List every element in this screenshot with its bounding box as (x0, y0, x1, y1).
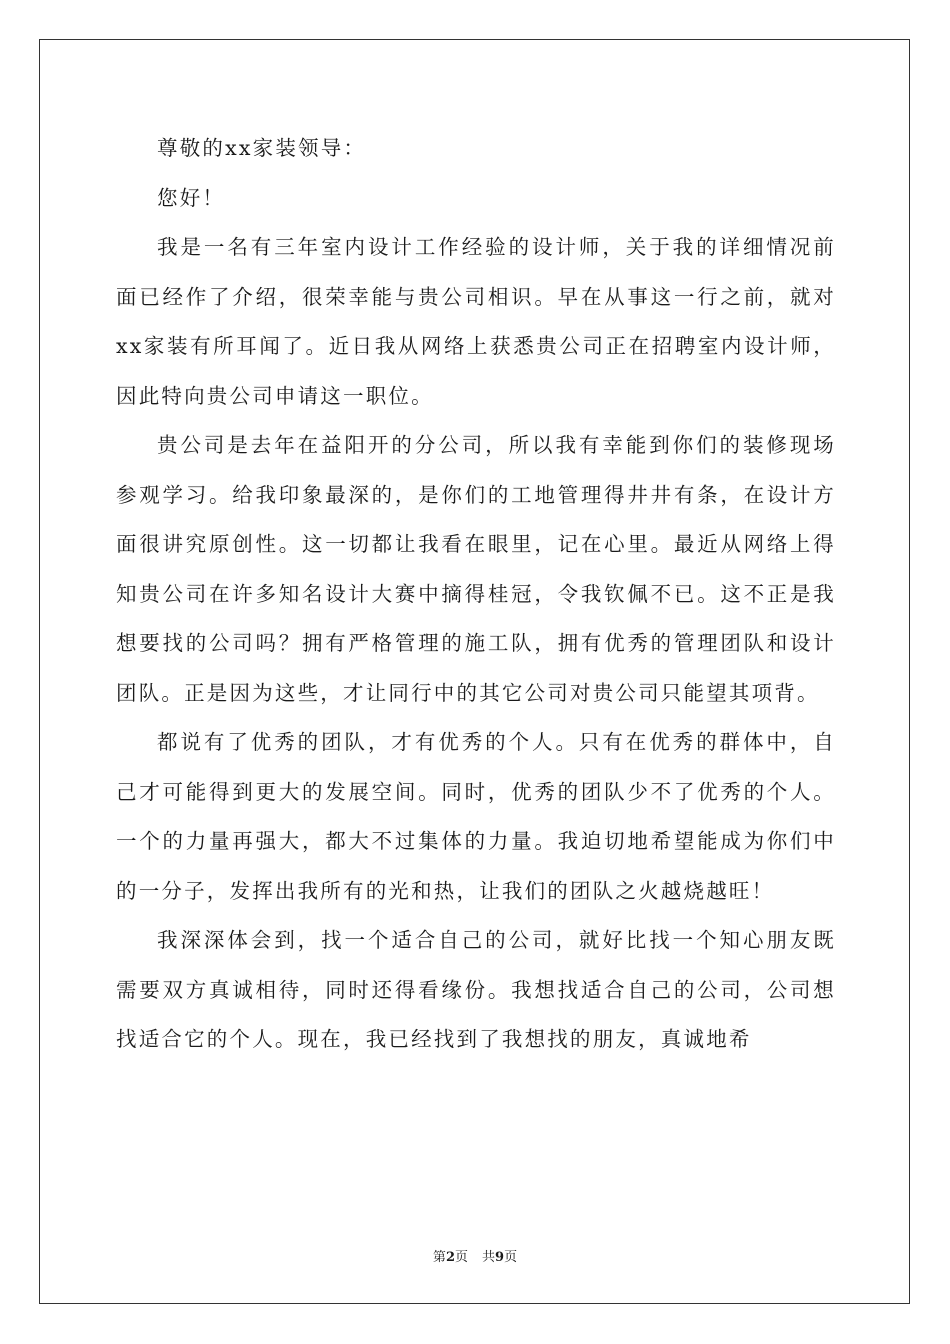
total-prefix: 共 (482, 1250, 496, 1265)
paragraph-3: 都说有了优秀的团队，才有优秀的个人。只有在优秀的群体中，自己才可能得到更大的发展空间。同时，优秀的团队少不了优秀的个人。一个的力量再强大，都大不过集体的力量。我迫切地希望能成为你们中的一分子，发挥出我所有的光和热，让我们的团队之火越烧越旺！ (116, 730, 836, 903)
paragraph-1: 我是一名有三年室内设计工作经验的设计师，关于我的详细情况前面已经作了介绍，很荣幸能与贵公司相识。早在从事这一行之前，就对xx家装有所耳闻了。近日我从网络上获悉贵公司正在招聘室内设计师，因此特向贵公司申请这一职位。 (116, 235, 836, 408)
greeting: 您好！ (157, 185, 226, 210)
salutation: 尊敬的xx家装领导： (157, 136, 367, 160)
page-suffix: 页 (454, 1250, 468, 1265)
paragraph-2: 贵公司是去年在益阳开的分公司，所以我有幸能到你们的装修现场参观学习。给我印象最深的，是你们的工地管理得井井有条，在设计方面很讲究原创性。这一切都让我看在眼里，记在心里。最近从网络上得知贵公司在许多知名设计大赛中摘得桂冠，令我钦佩不已。这不正是我想要找的公司吗？拥有严格管理的施工队，拥有优秀的管理团队和设计团队。正是因为这些，才让同行中的其它公司对贵公司只能望其项背。 (116, 433, 836, 705)
page-footer (0, 1246, 950, 1265)
paragraph-4: 我深深体会到，找一个适合自己的公司，就好比找一个知心朋友既需要双方真诚相待，同时还得看缘份。我想找适合自己的公司，公司想找适合它的个人。现在，我已经找到了我想找的朋友，真诚地希 (116, 928, 836, 1051)
letter-body (116, 124, 836, 1065)
page-prefix: 第 (432, 1250, 446, 1265)
total-suffix: 页 (504, 1250, 518, 1265)
current-page-number: 2 (445, 1250, 455, 1265)
total-page-number: 9 (495, 1250, 505, 1265)
